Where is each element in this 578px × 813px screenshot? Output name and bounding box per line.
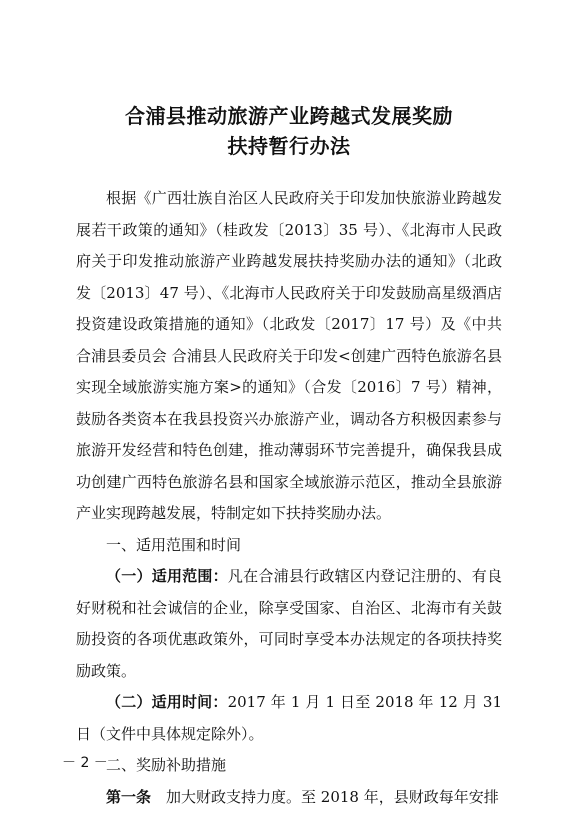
article-1-label: 第一条: [106, 788, 151, 806]
item-2-label: （二）适用时间：: [106, 693, 228, 711]
intro-paragraph: 根据《广西壮族自治区人民政府关于印发加快旅游业跨越发展若干政策的通知》（桂政发〔2013〕35 号）、《北海市人民政府关于印发推动旅游产业跨越发展扶持奖励办法的通知》（北政发〔2013〕47 号）、《北海市人民政府关于印发鼓励高星级酒店投资建设政策措施的通知》（北政发〔2017〕17 号）及《中共合浦县委员会 合浦县人民政府关于印发<创建广西特色旅游名县实现全域旅游实施方案>的通知》（合发〔2016〕7 号）精神，鼓励各类资本在我县投资兴办旅游产业，调动各方积极因素参与旅游开发经营和特色创建，推动薄弱环节完善提升，确保我县成功创建广西特色旅游名县和国家全域旅游示范区，推动全县旅游产业实现跨越发展，特制定如下扶持奖励办法。: [76, 183, 502, 530]
item-2-text: 2017 年 1 月 1 日至 2018 年 12 月 31 日（文件中具体规定除外）。: [76, 693, 502, 743]
article-1: [76, 782, 502, 813]
section-1-item-2: [76, 687, 502, 750]
section-1-item-1: [76, 561, 502, 687]
section-1-heading: 一、适用范围和时间: [76, 530, 502, 562]
item-1-label: （一）适用范围：: [106, 567, 228, 585]
page-number: － 2 －: [62, 752, 108, 772]
article-1-text: 加大财政支持力度。至 2018 年，县财政每年安排: [151, 788, 499, 806]
document-title-line-1: 合浦县推动旅游产业跨越式发展奖励: [0, 100, 578, 129]
document-body: [76, 183, 502, 813]
section-2-heading: 二、奖励补助措施: [76, 750, 502, 782]
item-1-text: 凡在合浦县行政辖区内登记注册的、有良好财税和社会诚信的企业，除享受国家、自治区、北海市有关鼓励投资的各项优惠政策外，可同时享受本办法规定的各项扶持奖励政策。: [76, 567, 502, 680]
document-title-line-2: 扶持暂行办法: [0, 130, 578, 159]
